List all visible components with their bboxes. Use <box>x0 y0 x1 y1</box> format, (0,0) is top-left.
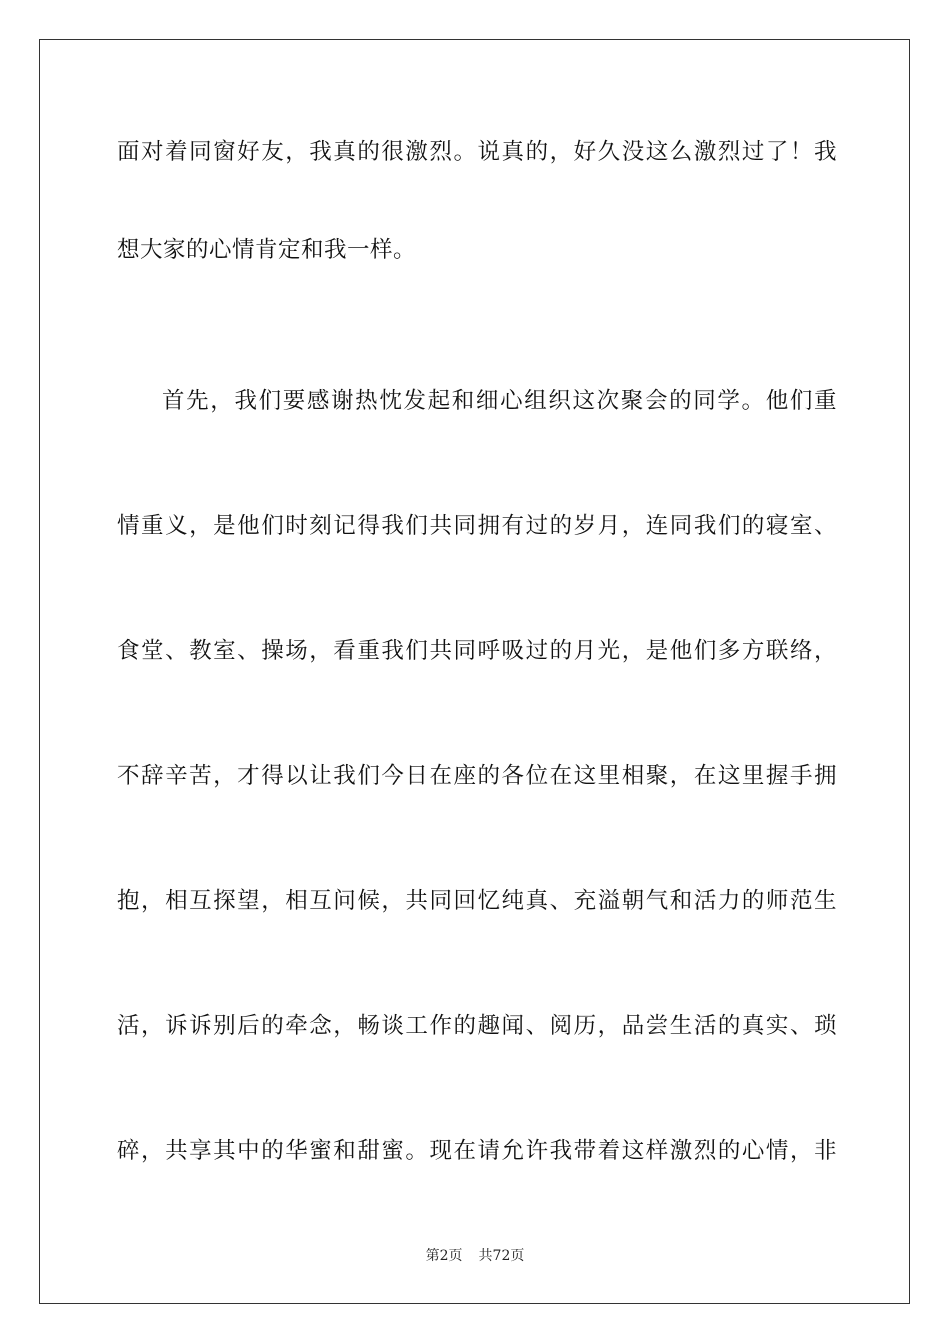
page-total: 共72页 <box>478 1248 525 1264</box>
text-line-6: 不辞辛苦，才得以让我们今日在座的各位在这里相聚，在这里握手拥 <box>117 763 837 789</box>
text-line-3: 首先，我们要感谢热忱发起和细心组织这次聚会的同学。他们重 <box>162 388 837 414</box>
text-line-9: 碎，共享其中的华蜜和甜蜜。现在请允许我带着这样激烈的心情，非 <box>117 1138 837 1164</box>
page-frame <box>39 39 910 1304</box>
text-line-7: 抱，相互探望，相互问候，共同回忆纯真、充溢朝气和活力的师范生 <box>117 888 837 914</box>
text-line-2: 想大家的心情肯定和我一样。 <box>117 237 417 263</box>
page-number: 第2页 <box>425 1248 463 1264</box>
text-line-5: 食堂、教室、操场，看重我们共同呼吸过的月光，是他们多方联络， <box>117 638 837 664</box>
text-line-1: 面对着同窗好友，我真的很激烈。说真的，好久没这么激烈过了！我 <box>117 139 837 165</box>
text-line-8: 活，诉诉别后的牵念，畅谈工作的趣闻、阅历，品尝生活的真实、琐 <box>117 1013 837 1039</box>
page-footer <box>0 1247 950 1265</box>
text-line-4: 情重义，是他们时刻记得我们共同拥有过的岁月，连同我们的寝室、 <box>117 513 837 539</box>
